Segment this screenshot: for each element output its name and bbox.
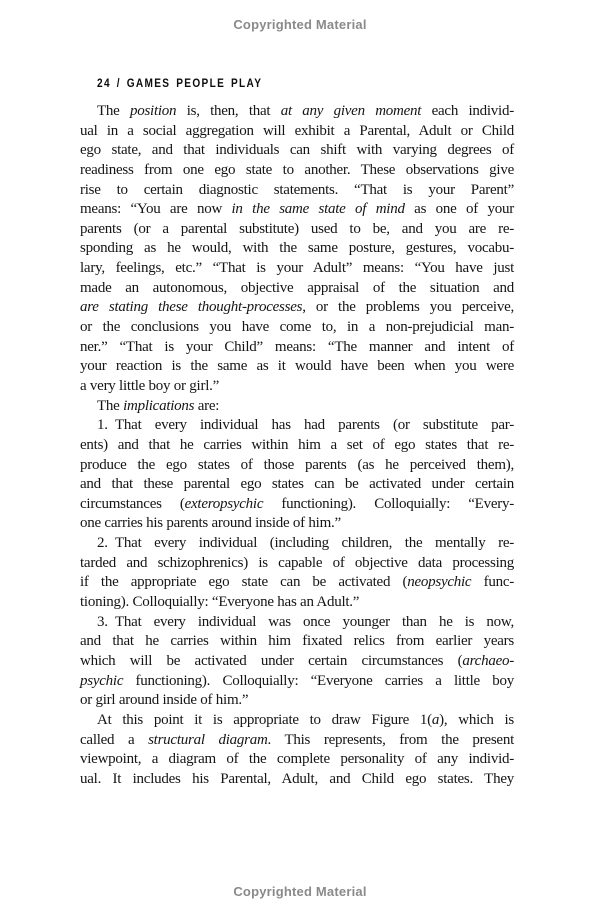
emphasized-text: psychic [80, 672, 124, 689]
text-segment: viewpoint, a diagram of the complete personality of any individ- [80, 751, 514, 768]
text-line [80, 239, 514, 259]
text-segment: ego state, and that individuals can shift with varying degrees of [80, 142, 514, 159]
text-line [80, 554, 514, 574]
text-segment: . This represents, from the present [267, 731, 514, 748]
emphasized-text: are stating these thought-processes [80, 299, 303, 316]
text-segment: means: “You are now [80, 201, 232, 218]
text-line [80, 632, 514, 652]
text-segment: one carries his parents around inside of him.” [80, 515, 341, 532]
text-line [80, 161, 514, 181]
text-line [80, 495, 514, 515]
text-segment: each individ- [421, 103, 514, 119]
text-segment: 1. That every individual has had parents (or substitute par- [97, 417, 514, 434]
text-line [80, 573, 514, 593]
text-line [80, 259, 514, 279]
text-segment: a very little boy or girl.” [80, 377, 220, 394]
body-paragraph [80, 534, 514, 613]
body-paragraph [80, 416, 514, 534]
text-line [80, 436, 514, 456]
text-segment: made an autonomous, objective appraisal of the situation and [80, 279, 514, 296]
emphasized-text: implications [123, 397, 195, 414]
text-segment: ual in a social aggregation will exhibit a Parental, Adult or Child [80, 122, 514, 139]
text-segment: or girl around inside of him.” [80, 692, 249, 709]
text-segment: The [97, 397, 124, 414]
text-line [80, 338, 514, 358]
text-line [80, 397, 514, 417]
text-segment: which will be activated under certain circumstances ( [80, 652, 463, 669]
text-segment: sponding as he would, with the same posture, gestures, vocabu- [80, 240, 514, 257]
text-line [80, 652, 514, 672]
text-segment: At this point it is appropriate to draw Figure 1( [97, 711, 432, 728]
text-line [80, 200, 514, 220]
text-line [80, 122, 514, 142]
text-line [80, 279, 514, 299]
text-segment: functioning). Colloquially: “Everyone carries a little boy [123, 672, 514, 689]
text-segment: tarded and schizophrenics) is capable of objective data processing [80, 554, 514, 571]
text-line [80, 102, 514, 122]
text-segment: produce the ego states of those parents (as he perceived them), [80, 456, 514, 473]
text-line [80, 770, 514, 790]
text-line [80, 711, 514, 731]
text-segment: The [97, 103, 130, 119]
text-segment: and that these parental ego states can be activated under certain [80, 476, 514, 493]
text-segment: as one of your [404, 201, 514, 218]
text-segment: parents (or a parental substitute) used to be, and you are re- [80, 220, 514, 237]
text-segment: lary, feelings, etc.” “That is your Adult” means: “You have just [80, 260, 514, 277]
text-line [80, 298, 514, 318]
text-segment: your reaction is the same as it would have been when you were [80, 358, 514, 375]
text-line [80, 731, 514, 751]
text-segment: func- [471, 574, 514, 591]
text-segment: and that he carries within him fixated relics from earlier years [80, 633, 514, 650]
text-line [80, 475, 514, 495]
text-line [80, 220, 514, 240]
body-paragraph [80, 613, 514, 711]
text-line [80, 318, 514, 338]
copyright-notice-bottom: Copyrighted Material [233, 884, 367, 899]
emphasized-text: a [431, 711, 440, 728]
text-segment: are: [194, 397, 220, 414]
text-line [80, 377, 514, 397]
text-segment: functioning). Colloquially: “Every- [263, 495, 514, 512]
text-line [80, 534, 514, 554]
text-segment: ual. It includes his Parental, Adult, and Child ego states. They [80, 770, 514, 787]
emphasized-text: structural diagram [148, 731, 268, 748]
text-line [80, 514, 514, 534]
copyright-notice-top: Copyrighted Material [233, 17, 367, 32]
text-line [80, 593, 514, 613]
body-paragraph [80, 102, 514, 397]
text-segment: 3. That every individual was once younger than he is now, [97, 613, 514, 630]
text-line [80, 456, 514, 476]
text-line [80, 141, 514, 161]
body-paragraph [80, 711, 514, 790]
text-segment: rise to certain diagnostic statements. “That is your Parent” [80, 181, 514, 198]
body-paragraph [80, 397, 514, 417]
text-segment: or the conclusions you have come to, in a non-prejudicial man- [80, 319, 514, 336]
text-line [80, 357, 514, 377]
running-head: 24 / GAMES PEOPLE PLAY [97, 76, 263, 90]
text-line [80, 750, 514, 770]
emphasized-text: neopsychic [407, 574, 472, 591]
emphasized-text: archaeo- [462, 652, 514, 669]
text-segment: , or the problems you perceive, [302, 299, 514, 316]
text-line [80, 691, 514, 711]
text-segment: ner.” “That is your Child” means: “The manner and intent of [80, 338, 514, 355]
text-line [80, 672, 514, 692]
text-segment: called a [80, 731, 149, 748]
text-line [80, 181, 514, 201]
text-line [80, 416, 514, 436]
text-segment: if the appropriate ego state can be activated ( [80, 574, 408, 591]
emphasized-text: in the same state of mind [231, 201, 405, 218]
text-segment: circumstances ( [80, 495, 185, 512]
text-segment: readiness from one ego state to another. These observations give [80, 161, 514, 178]
text-segment: is, then, that [176, 103, 281, 119]
emphasized-text: position [129, 103, 177, 119]
text-segment: 2. That every individual (including children, the mentally re- [97, 535, 514, 552]
text-line [80, 613, 514, 633]
text-segment: ), which is [439, 711, 514, 728]
emphasized-text: exteropsychic [184, 495, 264, 512]
emphasized-text: at any given moment [280, 103, 422, 119]
body-text-block [80, 102, 514, 789]
text-segment: tioning). Colloquially: “Everyone has an Adult.” [80, 594, 360, 611]
text-segment: ents) and that he carries within him a set of ego states that re- [80, 436, 514, 453]
